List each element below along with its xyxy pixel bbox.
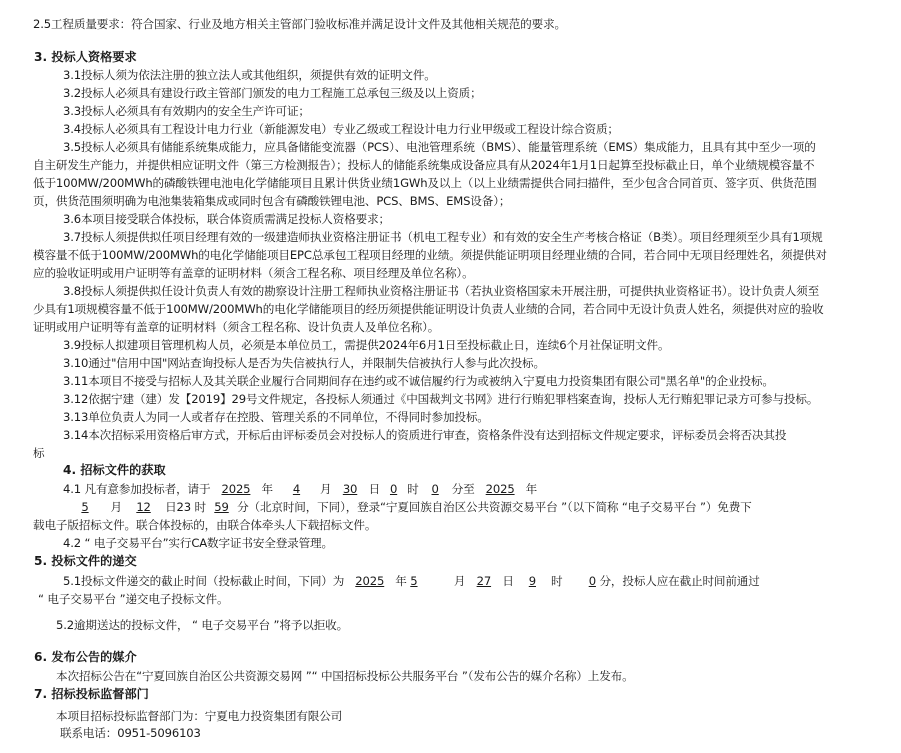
field-deadline-month: 5 bbox=[410, 574, 418, 588]
text-3-7-line2: 模容量不低于100MW/200MWh的电化学储能项目EPC总承包工程项目经理的业绩。须提供能证明项目经理业绩的合同，若合同中无项目经理姓名，须提供对 bbox=[33, 248, 827, 262]
field-start-hour: 0 bbox=[389, 482, 398, 496]
text-5-2: 5.2逾期送达的投标文件， “ 电子交易平台 ”将予以拒收。 bbox=[56, 618, 349, 632]
text-3-1: 3.1投标人须为依法注册的独立法人或其他组织，须提供有效的证明文件。 bbox=[63, 68, 436, 82]
label-day: 日 bbox=[368, 482, 381, 496]
label-day-3: 日 bbox=[502, 574, 514, 588]
field-start-year: 2025 bbox=[221, 482, 251, 496]
label-month-3: 月 bbox=[453, 574, 466, 588]
text-2-5: 2.5工程质量要求：符合国家、行业及地方相关主管部门验收标准并满足设计文件及其他相关规范的要求。 bbox=[33, 17, 566, 31]
field-deadline-day: 27 bbox=[476, 574, 492, 588]
text-4-1-line1 bbox=[63, 481, 537, 497]
label-day-hour: 日23 时 bbox=[165, 500, 206, 514]
text-3-13: 3.13单位负责人为同一人或者存在控股、管理关系的不同单位，不得同时参加投标。 bbox=[63, 410, 489, 424]
label-year: 年 bbox=[261, 482, 273, 496]
field-end-day: 12 bbox=[136, 500, 151, 514]
field-start-day: 30 bbox=[342, 482, 358, 496]
text-3-8-line3: 证明或用户证明等有盖章的证明材料（须含工程名称、设计负责人及单位名称）。 bbox=[33, 320, 440, 334]
text-5-1-line2: “ 电子交易平台 ”递交电子投标文件。 bbox=[38, 592, 229, 606]
text-3-14-line2: 标 bbox=[33, 446, 45, 460]
text-7-dept: 本项目招标投标监督部门为：宁夏电力投资集团有限公司 bbox=[56, 709, 343, 723]
label-minute-to: 分至 bbox=[451, 482, 475, 496]
field-deadline-minute: 0 bbox=[588, 574, 596, 588]
text-3-5-line1: 3.5投标人必须具有储能系统集成能力，应具备储能变流器（PCS）、电池管理系统（BMS）、能量管理系统（EMS）集成能力，且具有其中至少一项的 bbox=[63, 140, 816, 154]
label-month: 月 bbox=[320, 482, 332, 496]
text-3-4: 3.4投标人必须具有工程设计电力行业（新能源发电）专业乙级或工程设计电力行业甲级或工程设计综合资质； bbox=[63, 122, 619, 136]
heading-section-6: 6. 发布公告的媒介 bbox=[34, 650, 137, 664]
text-3-10: 3.10通过"信用中国"网站查询投标人是否为失信被执行人，并限制失信被执行人参与此次投标。 bbox=[63, 356, 545, 370]
text-5-1-suffix: 分，投标人应在截止时间前通过 bbox=[599, 574, 760, 588]
label-year-2: 年 bbox=[525, 482, 538, 496]
text-3-2: 3.2投标人必须具有建设行政主管部门颁发的电力工程施工总承包三级及以上资质； bbox=[63, 86, 482, 100]
heading-section-7: 7. 招标投标监督部门 bbox=[34, 687, 149, 701]
text-3-6: 3.6本项目接受联合体投标，联合体资质需满足投标人资格要求； bbox=[63, 212, 390, 226]
heading-section-3: 3. 投标人资格要求 bbox=[34, 50, 137, 64]
heading-section-5: 5. 投标文件的递交 bbox=[34, 554, 137, 568]
text-3-5-line4: 页，供货范围须明确为电池集装箱集成或同时包含有磷酸铁锂电池、PCS、BMS、EMS设备）； bbox=[33, 194, 511, 208]
field-start-minute: 0 bbox=[431, 482, 439, 496]
text-3-14-line1: 3.14本次招标采用资格后审方式，开标后由评标委员会对投标人的资质进行审查，资格条件没有达到招标文件规定要求，评标委员会将否决其投 bbox=[63, 428, 787, 442]
text-5-1-line1 bbox=[63, 573, 760, 589]
label-hour: 时 bbox=[407, 482, 419, 496]
text-5-1-prefix: 5.1投标文件递交的截止时间（投标截止时间，下同）为 bbox=[63, 574, 345, 588]
text-4-1-line2 bbox=[63, 499, 752, 515]
text-3-7-line1: 3.7投标人须提供拟任项目经理有效的一级建造师执业资格注册证书（机电工程专业）和有效的安全生产考核合格证（B类）。项目经理须至少具有1项规 bbox=[63, 230, 823, 244]
text-3-8-line2: 少具有1项规模容量不低于100MW/200MWh的电化学储能项目的经历须提供能证明设计负责人业绩的合同，若合同中无设计负责人姓名，须提供对应的验收 bbox=[33, 302, 824, 316]
label-month-2: 月 bbox=[110, 500, 122, 514]
text-3-7-line3: 应的验收证明或用户证明等有盖章的证明材料（须含工程名称、项目经理及单位名称）。 bbox=[33, 266, 474, 280]
text-3-8-line1: 3.8投标人须提供拟任设计负责人有效的勘察设计注册工程师执业资格注册证书（若执业资格国家未开展注册，可提供执业资格证书）。设计负责人须至 bbox=[63, 284, 820, 298]
text-3-9: 3.9投标人拟建项目管理机构人员，必须是本单位员工，需提供2024年6月1日至投标截止日，连续6个月社保证明文件。 bbox=[63, 338, 670, 352]
heading-section-4: 4. 招标文件的获取 bbox=[63, 463, 166, 477]
field-end-month: 5 bbox=[81, 500, 89, 514]
text-3-11: 3.11本项目不接受与招标人及其关联企业履行合同期间存在违约或不诚信履约行为或被纳入宁夏电力投资集团有限公司"黑名单"的企业投标。 bbox=[63, 374, 774, 388]
field-start-month: 4 bbox=[292, 482, 301, 496]
field-deadline-year: 2025 bbox=[355, 574, 385, 588]
text-4-2: 4.2 “ 电子交易平台”实行CA数字证书安全登录管理。 bbox=[63, 536, 333, 550]
text-7-phone: 联系电话：0951-5096103 bbox=[60, 726, 201, 740]
text-4-1-prefix: 4.1 凡有意参加投标者，请于 bbox=[63, 482, 211, 496]
text-3-12: 3.12依据宁建（建）发【2019】29号文件规定，各投标人须通过《中国裁判文书网》进行行贿犯罪档案查询，投标人无行贿犯罪记录方可参与投标。 bbox=[63, 392, 819, 406]
text-4-1-line3: 载电子版招标文件。联合体投标的，由联合体牵头人下载招标文件。 bbox=[33, 518, 377, 532]
label-hour-3: 时 bbox=[550, 574, 563, 588]
field-deadline-hour: 9 bbox=[528, 574, 536, 588]
text-3-5-line3: 低于100MW/200MWh的磷酸铁锂电池电化学储能项目且累计供货业绩1GWh及以上（以上业绩需提供合同扫描件，至少包含合同首页、签字页、供货范围 bbox=[33, 176, 817, 190]
text-3-3: 3.3投标人必须具有有效期内的安全生产许可证； bbox=[63, 104, 310, 118]
label-year-3: 年 bbox=[395, 574, 407, 588]
field-end-minute: 59 bbox=[214, 500, 229, 514]
text-3-5-line2: 自主研发生产能力，并提供相应证明文件（第三方检测报告）；投标人的储能系统集成设备应具有从2024年1月1日起算至投标截止日，单个业绩规模容量不 bbox=[33, 158, 815, 172]
field-end-year: 2025 bbox=[485, 482, 515, 496]
text-4-1-login: 分（北京时间，下同），登录“宁夏回族自治区公共资源交易平台 ”（以下简称 “电子交易平台 ”）免费下 bbox=[237, 500, 752, 514]
text-6: 本次招标公告在“宁夏回族自治区公共资源交易网 ”“ 中国招标投标公共服务平台 ”（发布公告的媒介名称）上发布。 bbox=[56, 669, 634, 683]
